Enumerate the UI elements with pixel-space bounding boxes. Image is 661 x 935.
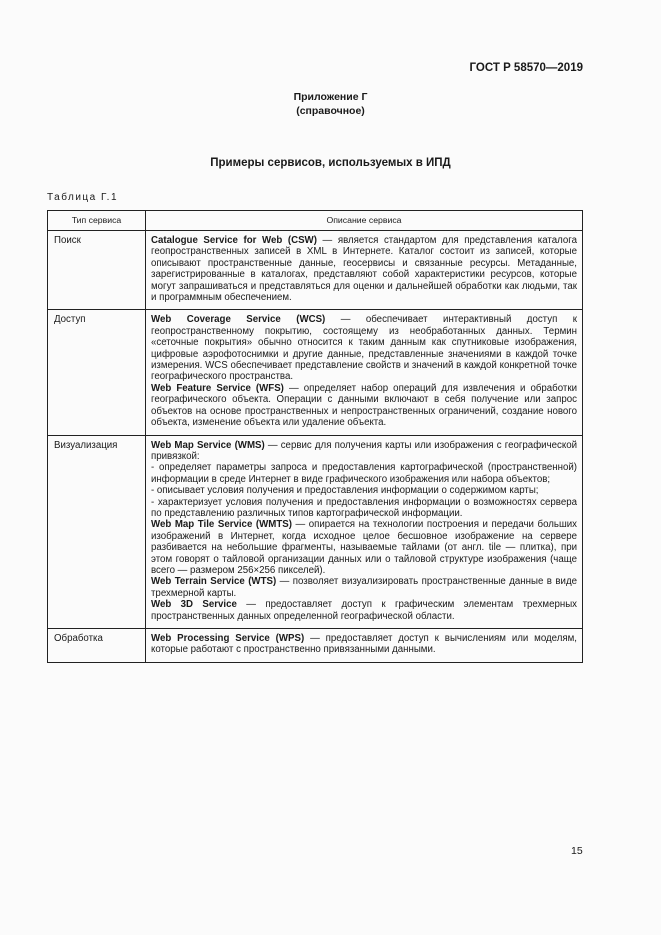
description-paragraph (151, 576, 577, 599)
service-name: Web 3D Service (151, 599, 237, 611)
description-paragraph (151, 440, 577, 463)
standard-number: ГОСТ Р 58570—2019 (469, 62, 583, 74)
description-paragraph (151, 383, 577, 429)
service-description-text: — предоставляет доступ к графическим элементам трехмерных пространственных данных определенной географической области. (151, 599, 578, 622)
service-description-text: - характеризует условия получения и предоставления информации о возможностях сервера по представлению различных типов картографической информации. (151, 496, 577, 519)
service-description-text: - описывает условия получения и предоставления информации о содержимом карты; (151, 485, 539, 497)
appendix-heading (0, 90, 661, 118)
column-header-description: Описание сервиса (146, 211, 583, 231)
service-name: Web Processing Service (WPS) (151, 633, 305, 644)
section-title: Примеры сервисов, используемых в ИПД (210, 157, 451, 169)
table-caption: Таблица Г.1 (47, 192, 119, 203)
service-type-cell: Поиск (48, 231, 146, 310)
description-paragraph (151, 462, 577, 485)
service-description-text: — опирается на технологии построения и передачи больших изображений в Интернет, когда исходное целое бесшовное изображение на сервере разбивается на небольшие фрагменты, называемые тайлами (от англ. tile — плитка), при этом говорят о тайловой организации данных или о тайловой структуре изображения (чаще всего — размером 256×256 пикселей). (151, 519, 577, 576)
service-description-text: — позволяет визуализировать пространственные данные в виде трехмерной карты. (151, 576, 577, 599)
table-row (48, 629, 583, 663)
service-name: Web Terrain Service (WTS) (151, 576, 277, 588)
service-name: Web Feature Service (WFS) (151, 382, 284, 394)
service-name: Catalogue Service for Web (CSW) (151, 235, 317, 246)
service-description-text: — является стандартом для представления каталога геопространственных записей в XML в Интернете. Каталог состоит из записей, которые описывают пространственные данные, геосервисы и связанные ресурсы. Метаданные, зарегистрированные в каталогах, представляют собой характеристики ресурсов, которые могут запрашиваться и представляться для оценки и дальнейшей обработки как людьми, так и программным обеспечением. (151, 235, 577, 304)
column-header-type: Тип сервиса (48, 211, 146, 231)
table-header-row (48, 211, 583, 231)
service-description-cell (146, 310, 583, 435)
table-row (48, 435, 583, 629)
appendix-title: Приложение Г (293, 91, 368, 103)
description-paragraph (151, 519, 577, 576)
table-row (48, 310, 583, 435)
service-description-cell (146, 435, 583, 629)
service-description-cell (146, 629, 583, 663)
description-paragraph (151, 633, 577, 656)
description-paragraph (151, 314, 577, 382)
service-type-cell: Доступ (48, 310, 146, 435)
service-description-text: — сервис для получения карты или изображения с географической привязкой: (151, 439, 577, 462)
page-number: 15 (571, 845, 583, 857)
description-paragraph (151, 485, 577, 496)
service-description-text: — обеспечивает интерактивный доступ к геопространственному покрытию, состоящему из необработанных данных. Термин «сеточные покрытия» обычно относится к таким данным как спутниковые изображения, цифровые аэрофотоснимки и другие данные, представленные значениями в каждой точке измерения. WCS обеспечивает представление свойств и значений в каждой конкретной точке географического пространства. (151, 314, 577, 383)
service-description-cell (146, 231, 583, 310)
description-paragraph (151, 497, 577, 520)
service-type-cell: Обработка (48, 629, 146, 663)
service-name: Web Coverage Service (WCS) (151, 314, 326, 326)
services-table (47, 210, 583, 663)
service-type-cell: Визуализация (48, 435, 146, 629)
table-row (48, 231, 583, 310)
appendix-subtitle: (справочное) (296, 105, 365, 117)
service-description-text: — определяет набор операций для извлечения и обработки географического объекта. Операции с данными включают в себя получение или запрос объектов на основе пространственных и непространственных ограничений, создание нового объекта, изменение объекта или удаление объекта. (151, 382, 577, 429)
service-description-text: - определяет параметры запроса и предоставления картографической (пространственной) информации в среде Интернет в виде графического изображения или набора объектов; (151, 462, 577, 485)
service-name: Web Map Service (WMS) (151, 439, 265, 451)
description-paragraph (151, 599, 577, 622)
description-paragraph (151, 235, 577, 303)
service-name: Web Map Tile Service (WMTS) (151, 519, 292, 531)
service-description-text: — предоставляет доступ к вычислениям или моделям, которые работают с пространственно привязанными данными. (151, 633, 577, 656)
